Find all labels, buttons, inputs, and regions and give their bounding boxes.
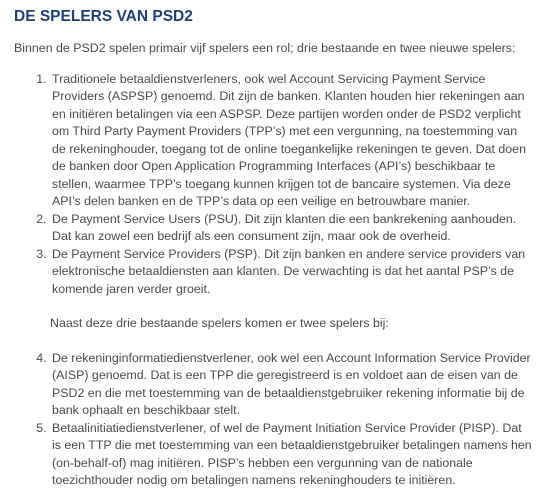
page-title: DE SPELERS VAN PSD2 (14, 8, 193, 25)
list-item-pisp: 5. Betaalinitiatiedienstverlener, of wel de Payment Initiation Service Provider (PISP). Dat is een TTP die met toestemming van een betaaldienstgebruiker betalingen namens hen (on-behalf-of) mag initiëren. PISP’s hebben een vergunning van de nationale toezichthouder nodig om betalingen namens rekeninghouders te initiëren. (50, 420, 532, 490)
list-item-psu: 2. De Payment Service Users (PSU). Dit zijn klanten die een bankrekening aanhouden. Dat kan zowel een bedrijf als een consument zijn, maar ook de overheid. (50, 211, 532, 246)
list-item-psp: 3. De Payment Service Providers (PSP). Dit zijn banken en andere service providers van elektronische betaaldiensten aan klanten. De verwachting is dat het aantal PSP’s de komende jaren verder groeit. (50, 246, 532, 299)
intro-paragraph: Binnen de PSD2 spelen primair vijf spelers een rol; drie bestaande en twee nieuwe spelers: (14, 41, 516, 55)
new-players-list (14, 350, 532, 490)
existing-players-list (14, 71, 532, 299)
list-item-aspsp: 1. Traditionele betaaldienstverleners, ook wel Account Servicing Payment Service Providers (ASPSP) genoemd. Dit zijn de banken. Klanten houden hier rekeningen aan en initiëren betalingen via een ASPSP. Deze partijen worden onder de PSD2 verplicht om Third Party Payment Providers (TPP’s) met een vergunning, na toestemming van de rekeninghouder, toegang tot de online toegankelijke rekeningen te geven. Dat doen de banken door Open Application Programming Interfaces (API’s) beschikbaar te stellen, waarmee TPP’s toegang kunnen krijgen tot de bancaire systemen. Via deze API’s delen banken en de TPP’s data op een veilige en betrouwbare manier. (50, 71, 532, 211)
interlude-paragraph: Naast deze drie bestaande spelers komen er twee spelers bij: (50, 316, 389, 330)
list-item-aisp: 4. De rekeninginformatiedienstverlener, ook wel een Account Information Service Provider (AISP) genoemd. Dat is een TPP die geregistreerd is en voldoet aan de eisen van de PSD2 en die met toestemming van de betaaldienstgebruiker rekening informatie bij de bank ophaalt en beschikbaar stelt. (50, 350, 532, 420)
